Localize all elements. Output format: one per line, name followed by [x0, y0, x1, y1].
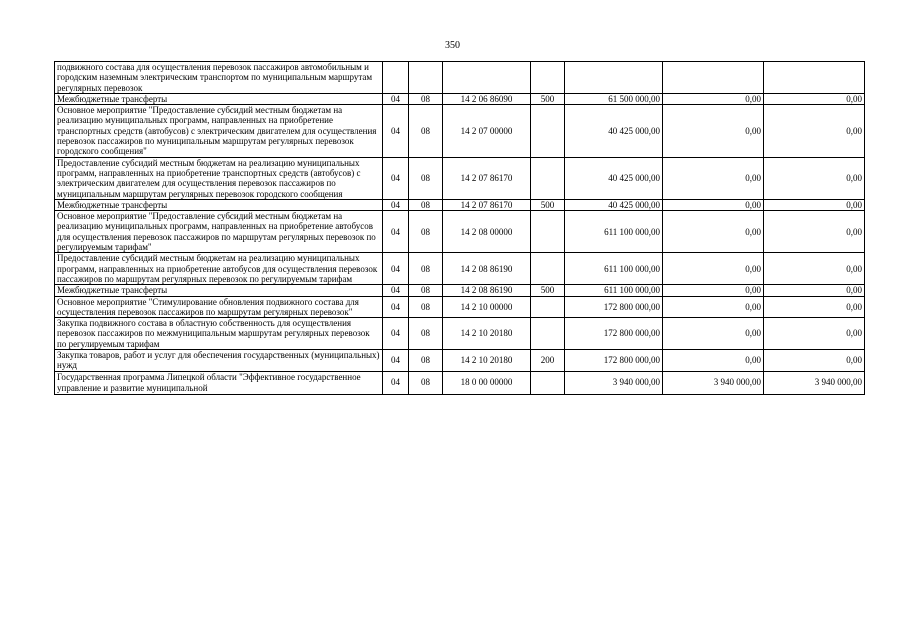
cell-expense-type: 500 [531, 199, 565, 210]
cell-subsection: 08 [409, 253, 443, 285]
cell-expense-type [531, 318, 565, 350]
cell-amount-2: 3 940 000,00 [663, 371, 764, 394]
cell-amount-3: 0,00 [764, 211, 865, 253]
cell-expense-type: 500 [531, 93, 565, 104]
cell-section: 04 [383, 199, 409, 210]
cell-amount-2: 0,00 [663, 211, 764, 253]
cell-section: 04 [383, 157, 409, 199]
cell-target-article: 14 2 10 20180 [443, 318, 531, 350]
cell-name: Основное мероприятие "Предоставление субсидий местным бюджетам на реализацию муниципальных программ, направленных на приобретение транспортных средств (автобусов) с электрическим двигателем для осуществления перевозок пассажиров по муниципальным маршрутам регулярных перевозок городского сообщения" [55, 105, 383, 157]
cell-subsection: 08 [409, 371, 443, 394]
cell-section: 04 [383, 105, 409, 157]
cell-amount-1 [565, 62, 663, 94]
cell-amount-3: 0,00 [764, 253, 865, 285]
cell-amount-1: 40 425 000,00 [565, 105, 663, 157]
cell-name: Межбюджетные трансферты [55, 199, 383, 210]
cell-amount-3: 3 940 000,00 [764, 371, 865, 394]
budget-table [54, 61, 865, 395]
cell-target-article: 14 2 10 00000 [443, 296, 531, 318]
cell-subsection: 08 [409, 199, 443, 210]
cell-amount-3: 0,00 [764, 318, 865, 350]
cell-section: 04 [383, 350, 409, 372]
cell-target-article: 14 2 07 00000 [443, 105, 531, 157]
cell-section: 04 [383, 318, 409, 350]
cell-subsection: 08 [409, 296, 443, 318]
cell-subsection: 08 [409, 105, 443, 157]
cell-name: Закупка товаров, работ и услуг для обеспечения государственных (муниципальных) нужд [55, 350, 383, 372]
cell-section: 04 [383, 296, 409, 318]
table-row [55, 253, 865, 285]
cell-amount-3: 0,00 [764, 199, 865, 210]
cell-amount-3: 0,00 [764, 157, 865, 199]
cell-target-article: 14 2 07 86170 [443, 157, 531, 199]
cell-amount-1: 40 425 000,00 [565, 199, 663, 210]
cell-expense-type [531, 105, 565, 157]
cell-expense-type: 200 [531, 350, 565, 372]
cell-amount-1: 611 100 000,00 [565, 285, 663, 296]
cell-subsection: 08 [409, 157, 443, 199]
cell-expense-type: 500 [531, 285, 565, 296]
cell-target-article: 14 2 06 86090 [443, 93, 531, 104]
table-row [55, 285, 865, 296]
cell-name: подвижного состава для осуществления перевозок пассажиров автомобильным и городским наземным электрическим транспортом по муниципальным маршрутам регулярных перевозок [55, 62, 383, 94]
cell-expense-type [531, 211, 565, 253]
cell-expense-type [531, 296, 565, 318]
table-row [55, 157, 865, 199]
table-row [55, 371, 865, 394]
cell-amount-2: 0,00 [663, 318, 764, 350]
cell-amount-1: 611 100 000,00 [565, 211, 663, 253]
table-row [55, 93, 865, 104]
cell-amount-3: 0,00 [764, 93, 865, 104]
cell-section: 04 [383, 371, 409, 394]
cell-target-article: 14 2 08 00000 [443, 211, 531, 253]
cell-target-article [443, 62, 531, 94]
cell-amount-2: 0,00 [663, 350, 764, 372]
cell-target-article: 18 0 00 00000 [443, 371, 531, 394]
cell-subsection: 08 [409, 318, 443, 350]
cell-amount-2: 0,00 [663, 105, 764, 157]
cell-amount-2: 0,00 [663, 157, 764, 199]
cell-amount-3: 0,00 [764, 105, 865, 157]
cell-target-article: 14 2 07 86170 [443, 199, 531, 210]
cell-section: 04 [383, 253, 409, 285]
cell-subsection: 08 [409, 211, 443, 253]
cell-name: Межбюджетные трансферты [55, 285, 383, 296]
cell-amount-1: 61 500 000,00 [565, 93, 663, 104]
cell-expense-type [531, 253, 565, 285]
cell-subsection: 08 [409, 93, 443, 104]
cell-amount-2 [663, 62, 764, 94]
cell-name: Основное мероприятие "Предоставление субсидий местным бюджетам на реализацию муниципальных программ, направленных на приобретение автобусов для осуществления перевозок пассажиров по маршрутам регулярных перевозок по регулируемым тарифам" [55, 211, 383, 253]
cell-name: Межбюджетные трансферты [55, 93, 383, 104]
cell-name: Основное мероприятие "Стимулирование обновления подвижного состава для осуществления перевозок пассажиров по маршрутам регулярных перевозок" [55, 296, 383, 318]
cell-expense-type [531, 62, 565, 94]
cell-amount-1: 611 100 000,00 [565, 253, 663, 285]
cell-amount-2: 0,00 [663, 285, 764, 296]
cell-target-article: 14 2 08 86190 [443, 253, 531, 285]
cell-target-article: 14 2 10 20180 [443, 350, 531, 372]
cell-amount-1: 172 800 000,00 [565, 318, 663, 350]
page-number: 350 [445, 40, 460, 51]
cell-amount-1: 172 800 000,00 [565, 296, 663, 318]
table-row [55, 199, 865, 210]
cell-name: Закупка подвижного состава в областную собственность для осуществления перевозок пассажиров по межмуниципальным маршрутам регулярных перевозок по регулируемым тарифам [55, 318, 383, 350]
cell-amount-3: 0,00 [764, 285, 865, 296]
cell-expense-type [531, 157, 565, 199]
cell-expense-type [531, 371, 565, 394]
cell-section [383, 62, 409, 94]
cell-amount-3: 0,00 [764, 296, 865, 318]
cell-amount-1: 3 940 000,00 [565, 371, 663, 394]
table-row [55, 105, 865, 157]
cell-subsection [409, 62, 443, 94]
table-row [55, 318, 865, 350]
cell-amount-2: 0,00 [663, 199, 764, 210]
cell-name: Предоставление субсидий местным бюджетам на реализацию муниципальных программ, направленных на приобретение автобусов для осуществления перевозок пассажиров по маршрутам регулярных перевозок по регулируемым тарифам [55, 253, 383, 285]
cell-amount-2: 0,00 [663, 253, 764, 285]
table-body [55, 62, 865, 395]
cell-amount-1: 172 800 000,00 [565, 350, 663, 372]
table-row [55, 296, 865, 318]
cell-section: 04 [383, 285, 409, 296]
cell-amount-1: 40 425 000,00 [565, 157, 663, 199]
cell-name: Предоставление субсидий местным бюджетам на реализацию муниципальных программ, направленных на приобретение транспортных средств (автобусов) с электрическим двигателем для осуществления перевозок пассажиров по муниципальным маршрутам регулярных перевозок городского сообщения [55, 157, 383, 199]
cell-target-article: 14 2 08 86190 [443, 285, 531, 296]
cell-subsection: 08 [409, 285, 443, 296]
cell-amount-2: 0,00 [663, 296, 764, 318]
cell-section: 04 [383, 93, 409, 104]
cell-subsection: 08 [409, 350, 443, 372]
table-row [55, 62, 865, 94]
cell-amount-3: 0,00 [764, 350, 865, 372]
table-row [55, 211, 865, 253]
table-row [55, 350, 865, 372]
cell-name: Государственная программа Липецкой области "Эффективное государственное управление и развитие муниципальной [55, 371, 383, 394]
cell-amount-2: 0,00 [663, 93, 764, 104]
cell-amount-3 [764, 62, 865, 94]
cell-section: 04 [383, 211, 409, 253]
